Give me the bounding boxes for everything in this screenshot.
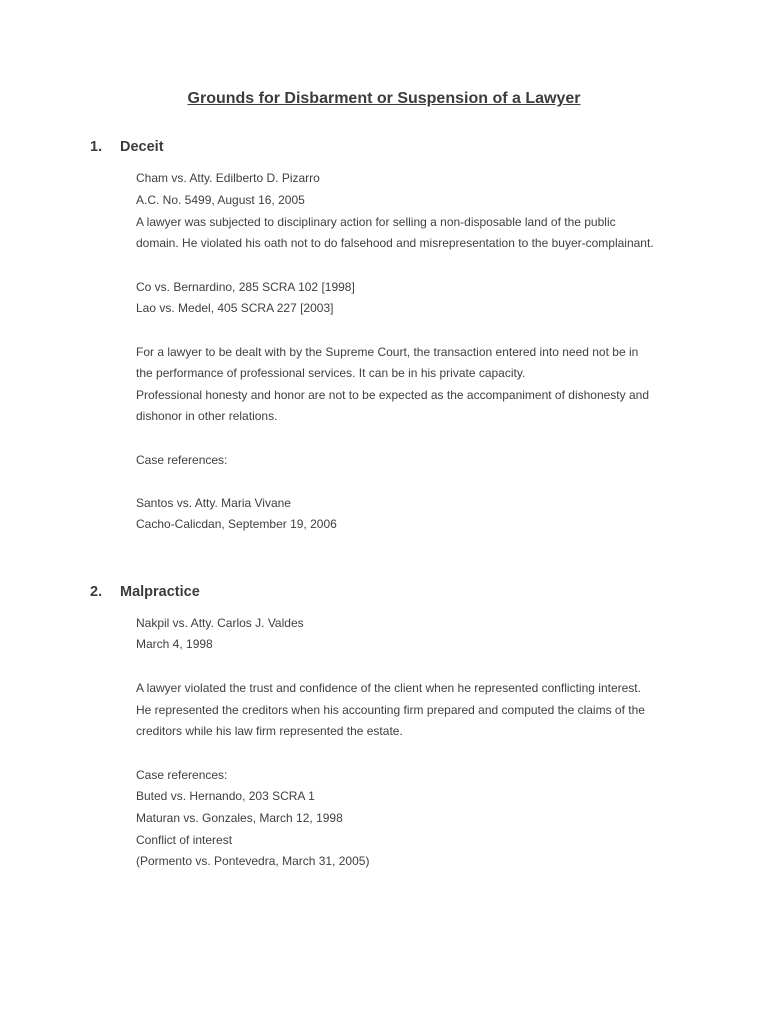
case-references-label: Case references: — [136, 768, 228, 782]
document-title: Grounds for Disbarment or Suspension of a Lawyer — [187, 90, 581, 107]
case-citation: Maturan vs. Gonzales, March 12, 1998 — [136, 811, 343, 825]
paragraph-line: domain. He violated his oath not to do falsehood and misrepresentation to the buyer-complainant. — [136, 236, 654, 250]
section-number: 1. — [90, 139, 103, 155]
case-citation: Buted vs. Hernando, 203 SCRA 1 — [136, 789, 315, 803]
case-citation: Santos vs. Atty. Maria Vivane — [136, 496, 291, 510]
case-citation: March 4, 1998 — [136, 637, 213, 651]
paragraph-line: For a lawyer to be dealt with by the Supreme Court, the transaction entered into need not be in — [136, 345, 639, 359]
case-citation: Co vs. Bernardino, 285 SCRA 102 [1998] — [136, 280, 355, 294]
paragraph-line: the performance of professional services. It can be in his private capacity. — [136, 366, 526, 380]
paragraph-line: Conflict of interest — [136, 833, 233, 847]
section-title: Deceit — [120, 139, 164, 155]
paragraph-line: He represented the creditors when his accounting firm prepared and computed the claims of the — [136, 703, 645, 717]
paragraph-line: A lawyer violated the trust and confidence of the client when he represented conflicting interest. — [136, 681, 641, 695]
case-citation: A.C. No. 5499, August 16, 2005 — [136, 193, 305, 207]
paragraph-line: creditors while his law firm represented the estate. — [136, 724, 403, 738]
section-number: 2. — [90, 584, 103, 600]
section-heading-deceit — [90, 139, 164, 155]
paragraph-line: A lawyer was subjected to disciplinary action for selling a non-disposable land of the public — [136, 215, 616, 229]
case-citation: Cacho-Calicdan, September 19, 2006 — [136, 517, 337, 531]
paragraph-line: Professional honesty and honor are not to be expected as the accompaniment of dishonesty and — [136, 388, 649, 402]
paragraph-line: dishonor in other relations. — [136, 409, 278, 423]
case-citation: Cham vs. Atty. Edilberto D. Pizarro — [136, 171, 320, 185]
section-title: Malpractice — [120, 584, 200, 600]
case-citation: Nakpil vs. Atty. Carlos J. Valdes — [136, 616, 304, 630]
case-citation: (Pormento vs. Pontevedra, March 31, 2005) — [136, 854, 370, 868]
section-heading-malpractice — [90, 584, 200, 600]
case-references-label: Case references: — [136, 453, 228, 467]
case-citation: Lao vs. Medel, 405 SCRA 227 [2003] — [136, 301, 334, 315]
